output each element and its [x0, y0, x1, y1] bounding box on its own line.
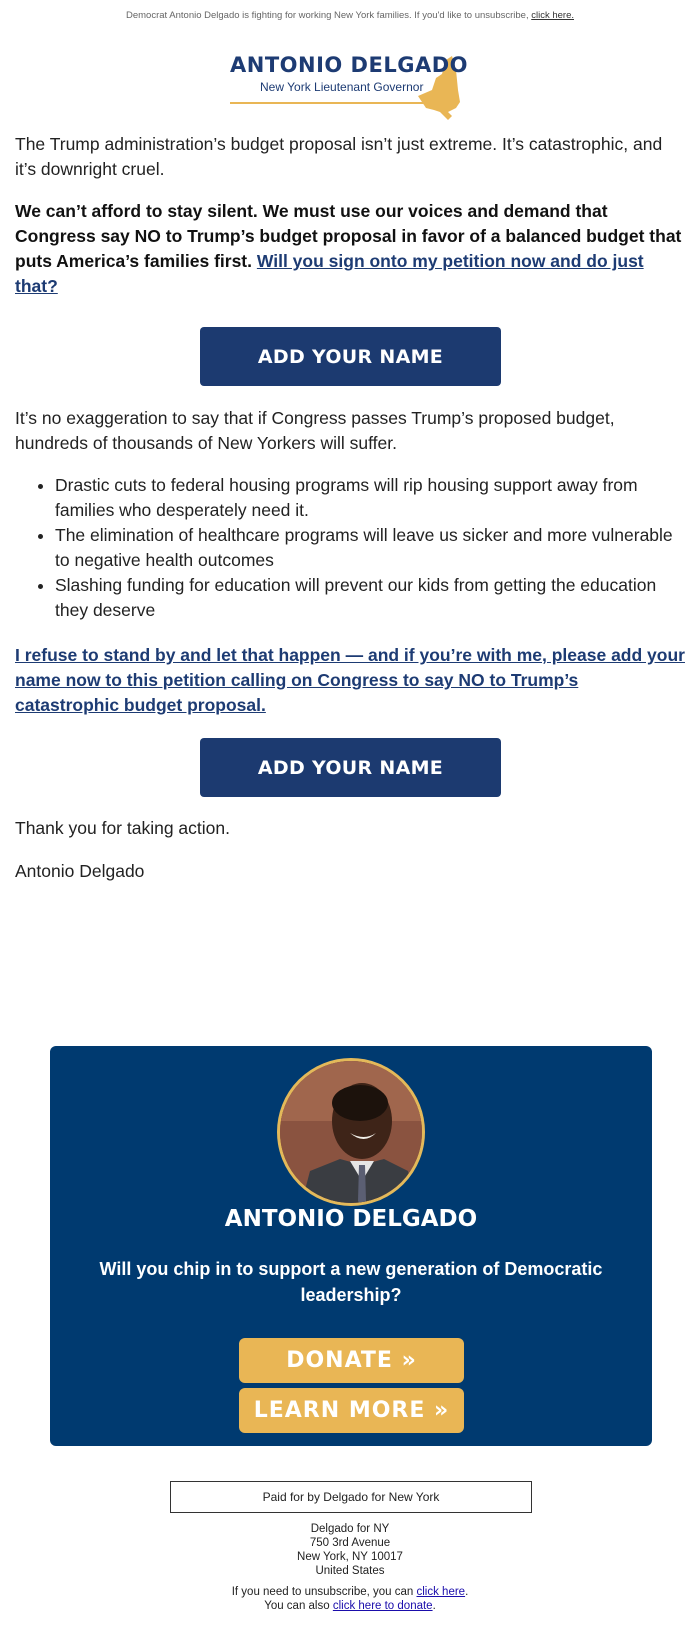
petition-paragraph [15, 643, 685, 718]
footer-donate-link[interactable]: click here to donate [332, 1600, 433, 1612]
donate-line: You can also click here to donate. [264, 1600, 436, 1612]
preheader [0, 10, 700, 21]
petition-link-2[interactable]: I refuse to stand by and let that happen — and if you’re with me, please add your name now to this petition calling on Congress to say NO to Trump’s catastrophic budget proposal. [15, 645, 685, 715]
country: United States [315, 1565, 385, 1577]
donation-card [50, 1046, 652, 1446]
consequence-paragraph: It’s no exaggeration to say that if Congress passes Trump’s proposed budget, hundreds of thousands of New Yorkers will suffer. [15, 408, 615, 453]
footer-links [0, 1585, 700, 1613]
add-your-name-button-1[interactable]: ADD YOUR NAME [200, 327, 501, 386]
card-candidate-name: ANTONIO DELGADO [224, 1206, 478, 1232]
list-item: • The elimination of healthcare programs will leave us sicker and more vulnerable to negative health outcomes [55, 523, 685, 573]
org-name: Delgado for NY [310, 1523, 390, 1535]
donation-ask: Will you chip in to support a new generation of Democratic leadership? [99, 1259, 603, 1305]
thanks-text: Thank you for taking action. [15, 818, 230, 838]
unsubscribe-line: If you need to unsubscribe, you can click here. [231, 1586, 469, 1598]
logo-name: ANTONIO DELGADO [230, 53, 468, 77]
logo-subtitle: New York Lieutenant Governor [260, 80, 424, 94]
campaign-logo [220, 50, 490, 126]
donate-prefix: You can also [264, 1600, 330, 1612]
list-item: • Drastic cuts to federal housing programs will rip housing support away from families who desperately need it. [55, 473, 685, 523]
list-item: • Slashing funding for education will prevent our kids from getting the education they deserve [55, 573, 685, 623]
street-address: 750 3rd Avenue [309, 1537, 391, 1549]
mailing-address [0, 1522, 700, 1578]
candidate-photo [280, 1061, 425, 1206]
signature: Antonio Delgado [15, 861, 145, 881]
impact-list [15, 473, 685, 623]
add-your-name-button-2[interactable]: ADD YOUR NAME [200, 738, 501, 797]
petition-link[interactable]: Will you sign onto my petition now and do just that? [15, 251, 644, 296]
unsubscribe-prefix: If you need to unsubscribe, you can [231, 1586, 414, 1598]
preheader-unsubscribe-link[interactable]: click here. [531, 10, 574, 21]
unsubscribe-link[interactable]: click here [416, 1586, 466, 1598]
learn-more-button[interactable]: LEARN MORE » [239, 1388, 464, 1433]
avatar [277, 1058, 425, 1206]
donate-button[interactable]: DONATE » [239, 1338, 464, 1383]
paid-for-disclaimer: Paid for by Delgado for New York [170, 1481, 532, 1513]
intro-paragraph: The Trump administration’s budget proposal isn’t just extreme. It’s catastrophic, and it’s downright cruel. [15, 134, 663, 179]
call-to-action-paragraph [15, 199, 685, 299]
city-state-zip: New York, NY 10017 [297, 1551, 403, 1563]
bold-statement: We can’t afford to stay silent. We must use our voices and demand that Congress say NO to Trump’s budget proposal in favor of a balanced budget that puts America’s families first. [15, 201, 682, 271]
preheader-text: Democrat Antonio Delgado is fighting for working New York families. If you'd like to unsubscribe, [125, 10, 529, 21]
